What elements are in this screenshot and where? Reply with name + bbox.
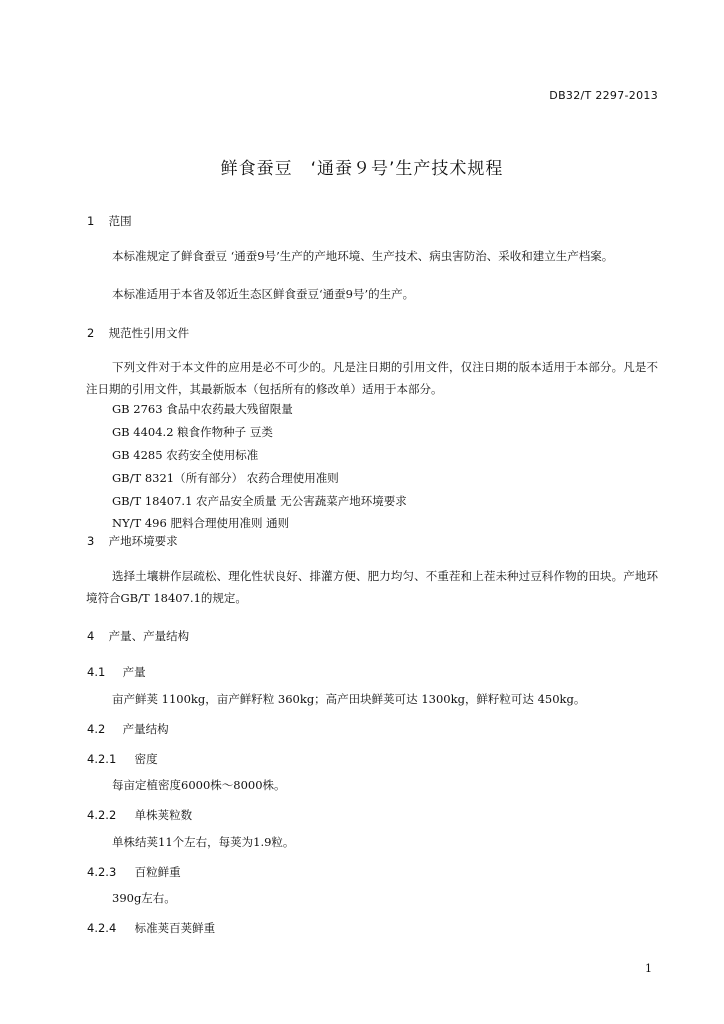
section-heading-2 bbox=[87, 325, 189, 341]
section-number: 4.2.3 bbox=[87, 865, 117, 879]
paragraph: 每亩定植密度6000株～8000株。 bbox=[112, 778, 286, 792]
section-title: 产地环境要求 bbox=[108, 534, 178, 548]
subsection-heading-4-1 bbox=[87, 664, 146, 680]
reference-item: GB 4285 农药安全使用标准 bbox=[112, 448, 259, 462]
standard-code: DB32/T 2297-2013 bbox=[549, 89, 658, 102]
paragraph: 亩产鲜荚 1100kg，亩产鲜籽粒 360kg；高产田块鲜荚可达 1300kg，鲜籽粒可达 450kg。 bbox=[112, 692, 586, 706]
subsection-heading-4-2 bbox=[87, 721, 169, 737]
reference-item: GB 4404.2 粮食作物种子 豆类 bbox=[112, 425, 273, 439]
section-number: 4 bbox=[87, 629, 95, 643]
section-heading-1 bbox=[87, 213, 132, 229]
section-number: 4.2.2 bbox=[87, 808, 117, 822]
section-title: 单株荚粒数 bbox=[134, 808, 193, 822]
subsection-heading-4-2-1 bbox=[87, 751, 158, 767]
section-title: 范围 bbox=[108, 214, 132, 228]
reference-item: GB 2763 食品中农药最大残留限量 bbox=[112, 402, 293, 416]
paragraph: 单株结荚11个左右，每荚为1.9粒。 bbox=[112, 835, 295, 849]
section-number: 1 bbox=[87, 214, 95, 228]
document-title: 鲜食蚕豆 ‘通蚕９号’生产技术规程 bbox=[220, 159, 504, 179]
subsection-heading-4-2-3 bbox=[87, 864, 181, 880]
paragraph: 390g左右。 bbox=[112, 891, 176, 905]
section-number: 3 bbox=[87, 534, 95, 548]
section-number: 4.2 bbox=[87, 722, 106, 736]
section-number: 4.2.4 bbox=[87, 921, 117, 935]
subsection-heading-4-2-2 bbox=[87, 807, 192, 823]
reference-item: GB/T 8321（所有部分） 农药合理使用准则 bbox=[112, 471, 339, 485]
subsection-heading-4-2-4 bbox=[87, 920, 215, 936]
section-title: 百粒鲜重 bbox=[134, 865, 181, 879]
page-number: 1 bbox=[645, 962, 652, 975]
paragraph: 下列文件对于本文件的应用是必不可少的。凡是注日期的引用文件，仅注日期的版本适用于本部分。凡是不注日期的引用文件，其最新版本（包括所有的修改单）适用于本部分。 bbox=[86, 360, 658, 396]
paragraph: 选择土壤耕作层疏松、理化性状良好、排灌方便、肥力均匀、不重茬和上茬未种过豆科作物的田块。产地环境符合GB/T 18407.1的规定。 bbox=[86, 569, 658, 605]
section-number: 2 bbox=[87, 326, 95, 340]
section-title: 产量、产量结构 bbox=[108, 629, 190, 643]
section-heading-3 bbox=[87, 533, 178, 549]
section-title: 产量结构 bbox=[122, 722, 169, 736]
section-title: 产量 bbox=[122, 665, 146, 679]
reference-item: GB/T 18407.1 农产品安全质量 无公害蔬菜产地环境要求 bbox=[112, 494, 407, 508]
section-number: 4.2.1 bbox=[87, 752, 117, 766]
paragraph: 本标准规定了鲜食蚕豆 ‘通蚕9号’生产的产地环境、生产技术、病虫害防治、采收和建立生产档案。 bbox=[112, 249, 614, 263]
section-title: 密度 bbox=[134, 752, 158, 766]
section-heading-4 bbox=[87, 628, 189, 644]
section-title: 规范性引用文件 bbox=[108, 326, 190, 340]
paragraph: 本标准适用于本省及邻近生态区鲜食蚕豆‘通蚕9号’的生产。 bbox=[112, 287, 415, 301]
reference-item: NY/T 496 肥料合理使用准则 通则 bbox=[112, 516, 290, 530]
section-number: 4.1 bbox=[87, 665, 106, 679]
section-title: 标准荚百荚鲜重 bbox=[134, 921, 216, 935]
